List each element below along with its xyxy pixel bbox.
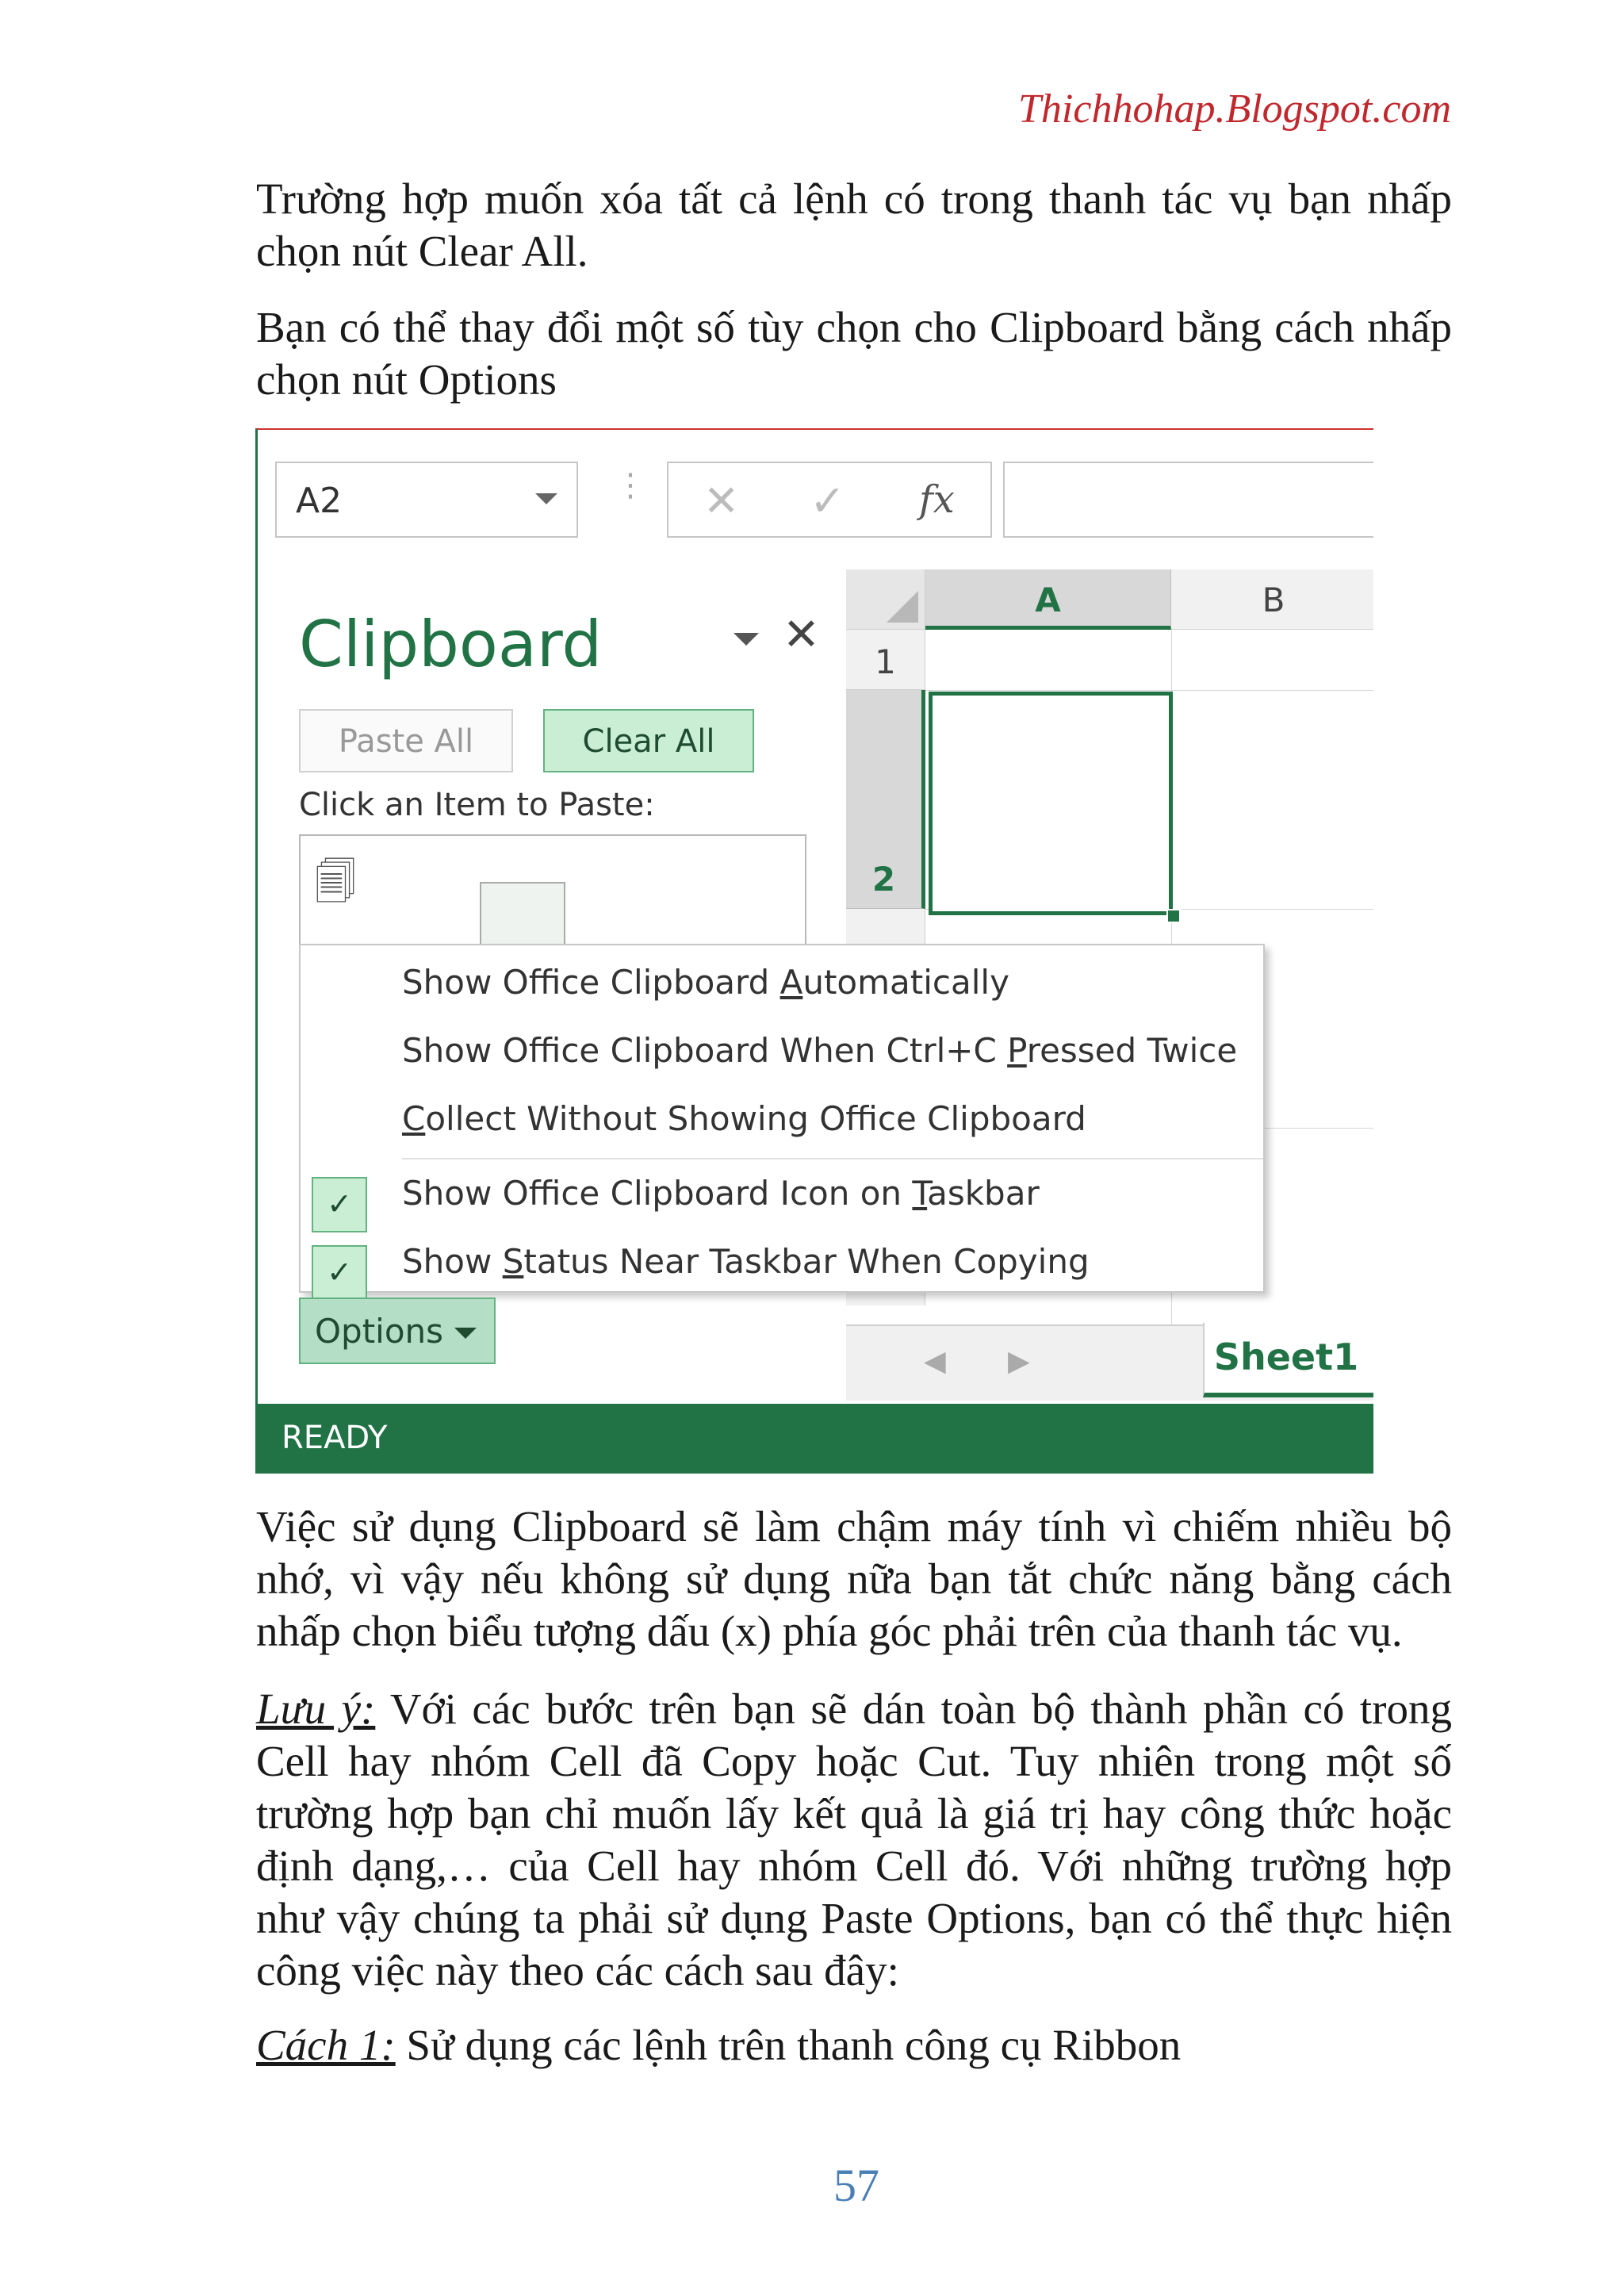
menu-accelerator: T	[912, 1174, 928, 1213]
note-label: Lưu ý:	[256, 1685, 376, 1733]
paragraph-memory: Việc sử dụng Clipboard sẽ làm chậm máy tính vì chiếm nhiều bộ nhớ, vì vậy nếu không sử dụng nữa bạn tắt chức năng bằng cách nhấp chọn biểu tượng dấu (x) phía góc phải trên của thanh tác vụ.	[256, 1502, 1452, 1655]
paragraph-note	[256, 1683, 1452, 1997]
excel-screenshot	[255, 428, 1373, 1474]
clear-all-label: Clear All	[582, 723, 715, 760]
menu-item-collect-without-showing[interactable]	[402, 1099, 1086, 1138]
row-label: 1	[875, 642, 896, 681]
paragraph-clear-all: Trường hợp muốn xóa tất cả lệnh có trong thanh tác vụ bạn nhấp chọn nút Clear All.	[256, 174, 1452, 275]
column-header-a[interactable]	[925, 569, 1171, 630]
sheet-tab[interactable]	[1203, 1323, 1373, 1397]
menu-accelerator: C	[402, 1099, 426, 1138]
check-icon: ✓	[327, 1255, 352, 1290]
grid-line	[925, 690, 1373, 691]
formula-bar[interactable]	[1003, 462, 1373, 538]
method-label: Cách 1:	[256, 2021, 396, 2069]
name-box[interactable]	[275, 462, 578, 538]
column-label: A	[1035, 581, 1061, 619]
options-menu	[299, 944, 1265, 1293]
options-button[interactable]	[299, 1297, 496, 1364]
note-text: Với các bước trên bạn sẽ dán toàn bộ thành phần có trong Cell hay nhóm Cell đã Copy hoặc Cut. Tuy nhiên trong một số trường hợp bạn chỉ muốn lấy kết quả là giá trị hay công thức hoặc định dạng,… của Cell hay nhóm Cell đó. Với những trường hợp như vậy chúng ta phải sử dụng Paste Options, bạn có thể thực hiện công việc này theo các cách sau đây:	[256, 1685, 1452, 1995]
paste-all-label: Paste All	[338, 723, 474, 760]
clipboard-title: Clipboard	[299, 608, 603, 681]
name-box-dropdown-icon[interactable]	[535, 493, 557, 504]
column-header-b[interactable]	[1171, 569, 1373, 630]
row-header-1[interactable]	[846, 630, 925, 690]
chevron-down-icon	[454, 1328, 477, 1339]
menu-text: Show Office Clipboard When Ctrl+C	[402, 1031, 1008, 1070]
menu-text: tatus Near Taskbar When Copying	[523, 1242, 1090, 1281]
select-all-icon	[887, 591, 918, 623]
selected-cell[interactable]	[929, 692, 1173, 915]
menu-text: Show Office Clipboard	[402, 963, 780, 1002]
select-all-corner[interactable]	[846, 569, 925, 630]
click-item-label: Click an Item to Paste:	[299, 787, 655, 823]
sheet-tab-label: Sheet1	[1213, 1336, 1359, 1378]
paragraph-method-1	[256, 2019, 1452, 2072]
column-label: B	[1262, 581, 1285, 619]
enter-check-icon[interactable]: ✓	[810, 476, 846, 526]
menu-accelerator: P	[1007, 1031, 1027, 1070]
menu-text: askbar	[927, 1174, 1040, 1213]
name-box-value: A2	[296, 481, 343, 521]
method-text: Sử dụng các lệnh trên thanh công cụ Ribbon	[395, 2021, 1182, 2069]
menu-item-show-status[interactable]	[402, 1242, 1090, 1281]
menu-accelerator: S	[502, 1242, 524, 1281]
menu-text: Show	[402, 1242, 503, 1281]
menu-text: utomatically	[802, 963, 1009, 1002]
clipboard-item[interactable]	[299, 834, 806, 953]
menu-accelerator: A	[779, 963, 803, 1002]
cancel-icon[interactable]: ✕	[703, 476, 740, 526]
scroll-right-icon[interactable]: ▶	[1008, 1345, 1030, 1378]
menu-item-taskbar-icon[interactable]	[402, 1174, 1040, 1213]
options-label: Options	[315, 1312, 444, 1351]
paste-all-button[interactable]	[299, 709, 513, 772]
menu-item-show-automatically[interactable]	[402, 963, 1009, 1002]
scroll-left-icon[interactable]: ◀	[924, 1345, 946, 1378]
paragraph-options: Bạn có thể thay đổi một số tùy chọn cho Clipboard bằng cách nhấp chọn nút Options	[256, 303, 1452, 404]
check-box-status[interactable]	[312, 1245, 367, 1301]
grip-icon: ⋮	[615, 467, 646, 504]
row-header-2[interactable]	[846, 690, 925, 909]
check-box-taskbar-icon[interactable]	[312, 1177, 367, 1232]
clipboard-item-icon: 🗐	[315, 859, 356, 907]
menu-text: ressed Twice	[1026, 1031, 1238, 1070]
fill-handle[interactable]	[1166, 909, 1181, 923]
insert-function-icon[interactable]: fx	[919, 477, 955, 522]
menu-separator	[402, 1158, 1263, 1159]
status-text: READY	[282, 1420, 388, 1456]
site-header[interactable]: Thichhohap.Blogspot.com	[1018, 86, 1451, 132]
clear-all-button[interactable]	[543, 709, 754, 772]
check-icon: ✓	[327, 1186, 352, 1221]
pane-menu-icon[interactable]	[733, 633, 759, 646]
menu-item-ctrl-c-twice[interactable]	[402, 1031, 1237, 1070]
row-label: 2	[871, 860, 896, 899]
close-icon[interactable]: ✕	[783, 609, 820, 661]
menu-text: Show Office Clipboard Icon on	[402, 1174, 913, 1213]
menu-text: ollect Without Showing Office Clipboard	[425, 1099, 1086, 1138]
page-number: 57	[833, 2160, 879, 2211]
formula-buttons	[667, 462, 992, 538]
status-bar	[258, 1404, 1373, 1474]
